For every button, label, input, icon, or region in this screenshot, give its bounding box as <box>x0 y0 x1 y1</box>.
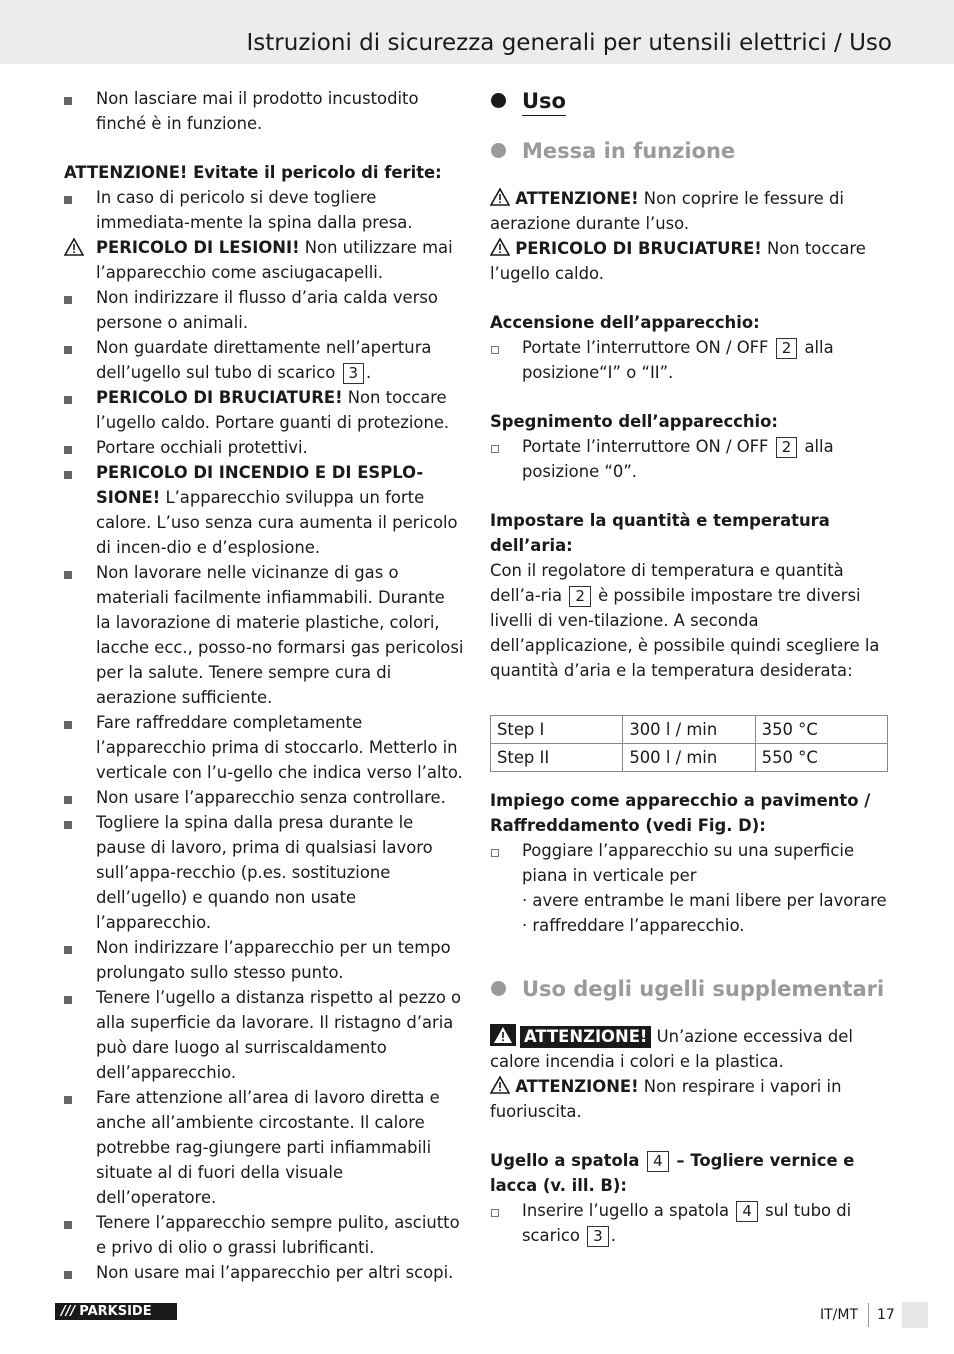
warning-icon <box>64 238 84 256</box>
list-item: Portare occhiali protettivi. <box>64 435 464 460</box>
page-title: Istruzioni di sicurezza generali per utensili elettrici / Uso <box>246 30 892 56</box>
airflow-table <box>490 715 888 772</box>
table-cell: 500 l / min <box>623 744 755 772</box>
brand-logo <box>55 1303 177 1320</box>
list-item: Non lavorare nelle vicinanze di gas o materiali facilmente infiammabili. Durante la lavorazione di materie plastiche, colori, lacche ecc., posso-no formarsi gas pericolosi per la salute. Tenere sempre cura di aerazione sufficiente. <box>64 560 464 710</box>
part-number-ref: 2 <box>776 338 798 359</box>
step-text: . <box>610 1226 616 1245</box>
warning-paragraph <box>490 1024 890 1074</box>
heading-text: Ugello a spatola <box>490 1151 640 1170</box>
sub-item: · avere entrambe le mani libere per lavorare <box>522 891 887 910</box>
warning-label: ATTENZIONE! <box>515 189 639 208</box>
step-item: Poggiare l’apparecchio su una superficie piana in verticale per <box>490 838 890 888</box>
subsection-heading: Impiego come apparecchio a pavimento / Raffreddamento (vedi Fig. D): <box>490 791 871 835</box>
warning-text: Non utilizzare mai l’apparecchio come asciugacapelli. <box>96 238 453 282</box>
step-item <box>490 1198 890 1248</box>
list-item <box>64 385 464 435</box>
list-item-text: Non toccare l’ugello caldo. Portare guanti di protezione. <box>96 388 450 432</box>
warning-icon <box>490 238 510 256</box>
warning-paragraph <box>490 186 890 236</box>
sub-item: · raffreddare l’apparecchio. <box>522 916 745 935</box>
list-item: Tenere l’ugello a distanza rispetto al pezzo o alla superficie da lavorare. Il ristagno d’aria può dare luogo al surriscaldamento dell’apparecchio. <box>64 985 464 1085</box>
paragraph <box>490 558 890 683</box>
list-item: Fare raffreddare completamente l’apparecchio prima di stoccarlo. Metterlo in verticale con l’u-gello che indica verso l’alto. <box>64 710 464 785</box>
step-item <box>490 434 890 484</box>
table-cell: Step II <box>491 744 623 772</box>
heading-text: – Togliere vernice e lacca (v. ill. B): <box>490 1151 855 1195</box>
left-column <box>64 86 464 1285</box>
page-tab-marker <box>902 1302 928 1328</box>
warning-label: PERICOLO DI BRUCIATURE! <box>515 239 762 258</box>
table-cell: Step I <box>491 716 623 744</box>
section-heading: ATTENZIONE! Evitate il pericolo di ferite: <box>64 163 442 182</box>
list-item <box>64 335 464 385</box>
subsection-heading: Impostare la quantità e temperatura dell’aria: <box>490 511 830 555</box>
warning-paragraph <box>490 1074 890 1124</box>
language-code: IT/MT <box>820 1307 859 1323</box>
page-number: 17 <box>877 1307 895 1323</box>
step-text: alla posizione“I” o “II”. <box>522 338 834 382</box>
warning-icon <box>490 1024 516 1046</box>
list-item: Non indirizzare l’apparecchio per un tempo prolungato sullo stesso punto. <box>64 935 464 985</box>
step-text: alla posizione “0”. <box>522 437 834 481</box>
part-number-ref: 3 <box>343 363 365 384</box>
list-item-end: . <box>366 363 372 382</box>
table-cell: 550 °C <box>755 744 887 772</box>
warning-label: PERICOLO DI BRUCIATURE! <box>96 388 343 407</box>
table-row <box>491 716 888 744</box>
part-number-ref: 3 <box>587 1226 609 1247</box>
part-number-ref: 2 <box>776 437 798 458</box>
step-text: Portate l’interruttore ON / OFF <box>522 437 769 456</box>
list-item: Tenere l’apparecchio sempre pulito, asciutto e privo di olio o grassi lubrificanti. <box>64 1210 464 1260</box>
table-cell: 300 l / min <box>623 716 755 744</box>
warning-icon <box>490 1076 510 1094</box>
warning-paragraph <box>490 236 890 286</box>
list-item: Fare attenzione all’area di lavoro diretta e anche all’ambiente circostante. Il calore potrebbe rag-giungere parti infiammabili situate al di fuori della visuale dell’operatore. <box>64 1085 464 1210</box>
warning-label: PERICOLO DI INCENDIO E DI ESPLO-SIONE! <box>96 463 424 507</box>
list-item <box>64 460 464 560</box>
paragraph-text: Con il regolatore di temperatura e quantità dell’a-ria <box>490 561 844 605</box>
part-number-ref: 2 <box>569 586 591 607</box>
list-item: Non indirizzare il flusso d’aria calda verso persone o animali. <box>64 285 464 335</box>
list-item: In caso di pericolo si deve togliere immediata-mente la spina dalla presa. <box>64 185 464 235</box>
table-row <box>491 744 888 772</box>
subsection-heading <box>490 1148 890 1198</box>
step-text: sul tubo di scarico <box>522 1201 852 1245</box>
warning-label: ATTENZIONE! <box>515 1077 639 1096</box>
warning-text: Non coprire le fessure di aerazione durante l’uso. <box>490 189 844 233</box>
table-cell: 350 °C <box>755 716 887 744</box>
paragraph-text: è possibile impostare tre diversi livelli di ven-tilazione. A seconda dell’applicazione, è possibile quindi scegliere la quantità d’aria e la temperatura desiderata: <box>490 586 880 680</box>
right-column <box>490 86 890 1248</box>
step-text: Inserire l’ugello a spatola <box>522 1201 730 1220</box>
warning-badge: ATTENZIONE! <box>520 1026 651 1048</box>
section-title-messa: Messa in funzione <box>490 136 890 170</box>
brand-slashes: /// <box>61 1304 76 1319</box>
warning-text: Non toccare l’ugello caldo. <box>490 239 866 283</box>
subsection-heading: Accensione dell’apparecchio: <box>490 313 760 332</box>
section-title-uso <box>490 86 890 120</box>
list-item: Non usare mai l’apparecchio per altri scopi. <box>64 1260 464 1285</box>
brand-name: PARKSIDE <box>79 1304 152 1319</box>
footer-divider <box>868 1303 869 1327</box>
part-number-ref: 4 <box>647 1151 669 1172</box>
step-item <box>490 335 890 385</box>
list-item: Non lasciare mai il prodotto incustodito finché è in funzione. <box>64 86 464 136</box>
section-title-text: Uso <box>522 89 566 116</box>
section-title-ugelli: Uso degli ugelli supplementari <box>490 974 890 1008</box>
subsection-heading: Spegnimento dell’apparecchio: <box>490 412 778 431</box>
part-number-ref: 4 <box>736 1201 758 1222</box>
warning-label: PERICOLO DI LESIONI! <box>96 238 300 257</box>
list-item-text: Non guardate direttamente nell’apertura dell’ugello sul tubo di scarico <box>96 338 432 382</box>
list-item: Non usare l’apparecchio senza controllare. <box>64 785 464 810</box>
step-text: Portate l’interruttore ON / OFF <box>522 338 769 357</box>
warning-icon <box>490 188 510 206</box>
warning-text: Un’azione eccessiva del calore incendia i colori e la plastica. <box>490 1027 853 1071</box>
page-header <box>0 0 954 64</box>
list-item: Togliere la spina dalla presa durante le pause di lavoro, prima di qualsiasi lavoro sull’appa-recchio (p.es. sostituzione dell’ugello) e quando non usate l’apparecchio. <box>64 810 464 935</box>
warning-text: Non respirare i vapori in fuoriuscita. <box>490 1077 842 1121</box>
list-item-text: L’apparecchio sviluppa un forte calore. L’uso senza cura aumenta il pericolo di incen-dio e d’esplosione. <box>96 488 458 557</box>
warning-item <box>64 235 464 285</box>
